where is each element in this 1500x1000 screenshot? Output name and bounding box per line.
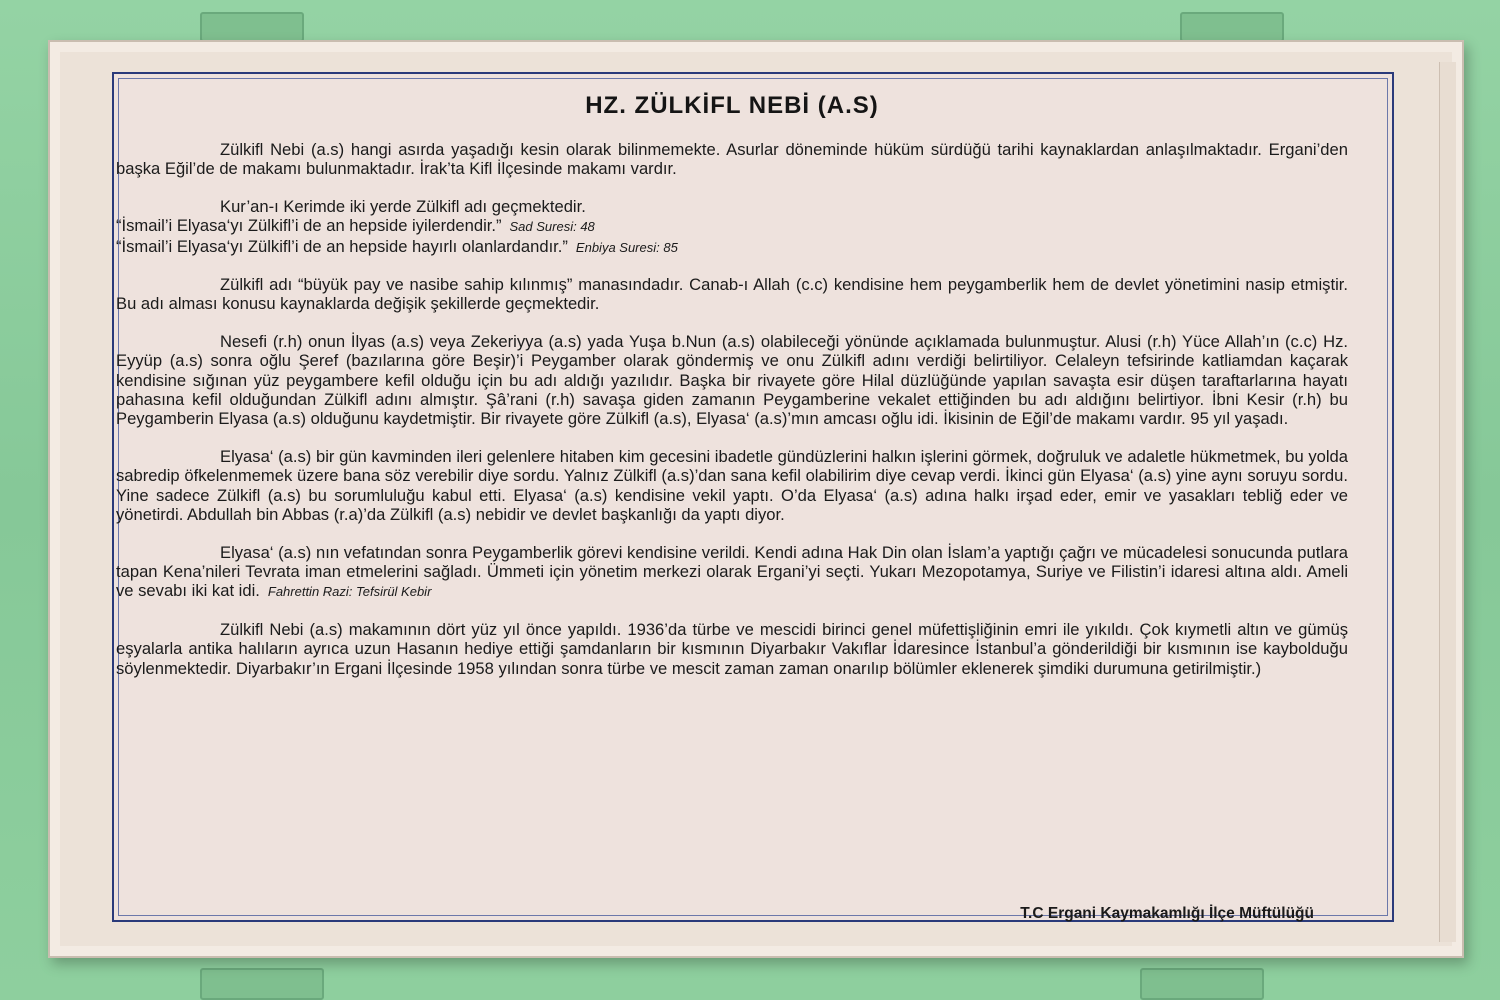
paragraph-6-text: Elyasa‘ (a.s) nın vefatından sonra Peygamberlik görevi kendisine verildi. Kendi adına Hak Din olan İslam’a yaptığı çağrı ve mücadelesi sonucunda putlara tapan Kena’nileri Tevrata iman etmelerini sağladı. Ümmeti için yönetim merkezi olarak Ergani’yi seçti. Yukarı Mezopotamya, Suriye ve Filistin’i idaresi altına aldı. Ameli ve sevabı iki kat idi.	[116, 542, 1348, 601]
verse-1-source: Sad Suresi: 48	[509, 219, 595, 235]
verse-2	[116, 237, 1348, 257]
paragraph-2	[116, 197, 1348, 257]
paragraph-6	[116, 543, 1348, 602]
wall-bracket-top-right	[1180, 12, 1284, 42]
wall-bracket-bottom-right	[1140, 968, 1264, 1000]
sign-title: HZ. ZÜLKİFL NEBİ (A.S)	[585, 92, 879, 119]
sign-signature: T.C Ergani Kaymakamlığı İlçe Müftülüğü	[1020, 905, 1314, 922]
wall-bracket-top-left	[200, 12, 304, 42]
paragraph-7: Zülkifl Nebi (a.s) makamının dört yüz yıl önce yapıldı. 1936’da türbe ve mescidi birinci genel müfettişliğinin emri ile yıkıldı. Çok kıymetli altın ve gümüş eşyalarla antika halıların ayrıca uzun Hasanın hediye ettiği şamdanların bir kısmının Diyarbakır Vakıflar İdaresince İstanbul’a gönderildiği bir kısmının ise kaybolduğu söylenmektedir. Diyarbakır’ın Ergani İlçesinde 1958 yılından sonra türbe ve mescit zaman zaman onarılıp bölümler eklenerek şimdiki durumuna getirilmiştir.)	[116, 619, 1348, 678]
sign-content	[116, 92, 1348, 696]
paragraph-4: Nesefi (r.h) onun İlyas (a.s) veya Zekeriyya (a.s) yada Yuşa b.Nun (a.s) olabileceği yönünde açıklamada bulunmuştur. Alusi (r.h) Yüce Allah’ın (c.c) Hz. Eyyüp (a.s) sonra oğlu Şeref (bazılarına göre Beşir)’i Peygamber olarak göndermiş ve onu Zülkifl adını verdiği belirtiliyor. Celaleyn tefsirinde katliamdan kaçarak kendisine sığınan yüz peygambere kefil olduğu için bu adı aldığı yazılıdır. Başka bir rivayete göre Hilal düzlüğünde yapılan savaşta esir düşen taraftarlarına hayatı pahasına kefil olduğundan Zülkifl adını almıştır. Şâ’rani (r.h) savaşa giden zamanın Peygamberine vekalet ettiğinden bu adı aldığını belirtiyor. İbni Kesir (r.h) bu Peygamberin Elyasa (a.s) olduğunu kaydetmiştir. Bir rivayete göre Zülkifl (a.s), Elyasa‘ (a.s)’mın amcası oğlu idi. İkisinin de Eğil’de makamı vardır. 95 yıl yaşadı.	[116, 331, 1348, 429]
paragraph-2-intro: Kur’an-ı Kerimde iki yerde Zülkifl adı geçmektedir.	[220, 196, 586, 216]
paragraph-5: Elyasa‘ (a.s) bir gün kavminden ileri gelenlere hitaben kim gecesini ibadetle gündüzlerini halkın işlerini görmek, doğruluk ve adaletle hükmetmek, bu yolda sabredip öfkelenmemek üzere bana söz verebilir diye sordu. Yalnız Zülkifl (a.s)’dan sana kefil olabilirim diye cevap verdi. İkinci gün Elyasa‘ (a.s) yine aynı soruyu sordu. Yine sadece Zülkifl (a.s) bu sorumluluğu kabul etti. Elyasa‘ (a.s) kendisine vekil yaptı. O’da Elyasa‘ (a.s) adına halkı irşad eder, emir ve yasakları tebliğ eder ve yönetirdi. Abdullah bin Abbas (r.a)’da Zülkifl (a.s) nebidir ve devlet başkanlığı da yaptı diyor.	[116, 446, 1348, 525]
verse-2-text: “İsmail’i Elyasa‘yı Zülkifl’i de an hepside hayırlı olanlardandır.”	[116, 236, 568, 256]
board-frame-edge	[1439, 62, 1456, 942]
paragraph-1: Zülkifl Nebi (a.s) hangi asırda yaşadığı kesin olarak bilinmemekte. Asurlar döneminde hüküm sürdüğü tarihi kaynaklardan anlaşılmaktadır. Ergani’den başka Eğil’de de makamı bulunmaktadır. İrak’ta Kifl İlçesinde makamı vardır.	[116, 140, 1348, 179]
wall-bracket-bottom-left	[200, 968, 324, 1000]
verse-1-text: “İsmail’i Elyasa‘yı Zülkifl’i de an hepside iyilerdendir.”	[116, 216, 502, 236]
paragraph-3: Zülkifl adı “büyük pay ve nasibe sahip kılınmış” manasındadır. Canab-ı Allah (c.c) kendisine hem peygamberlik hem de devlet yönetimini nasip etmiştir. Bu adı alması konusu kaynaklarda değişik şekillerde geçmektedir.	[116, 275, 1348, 314]
verse-1	[116, 216, 1348, 236]
paragraph-6-source: Fahrettin Razi: Tefsirül Kebir	[267, 584, 432, 600]
verse-2-source: Enbiya Suresi: 85	[575, 239, 678, 255]
